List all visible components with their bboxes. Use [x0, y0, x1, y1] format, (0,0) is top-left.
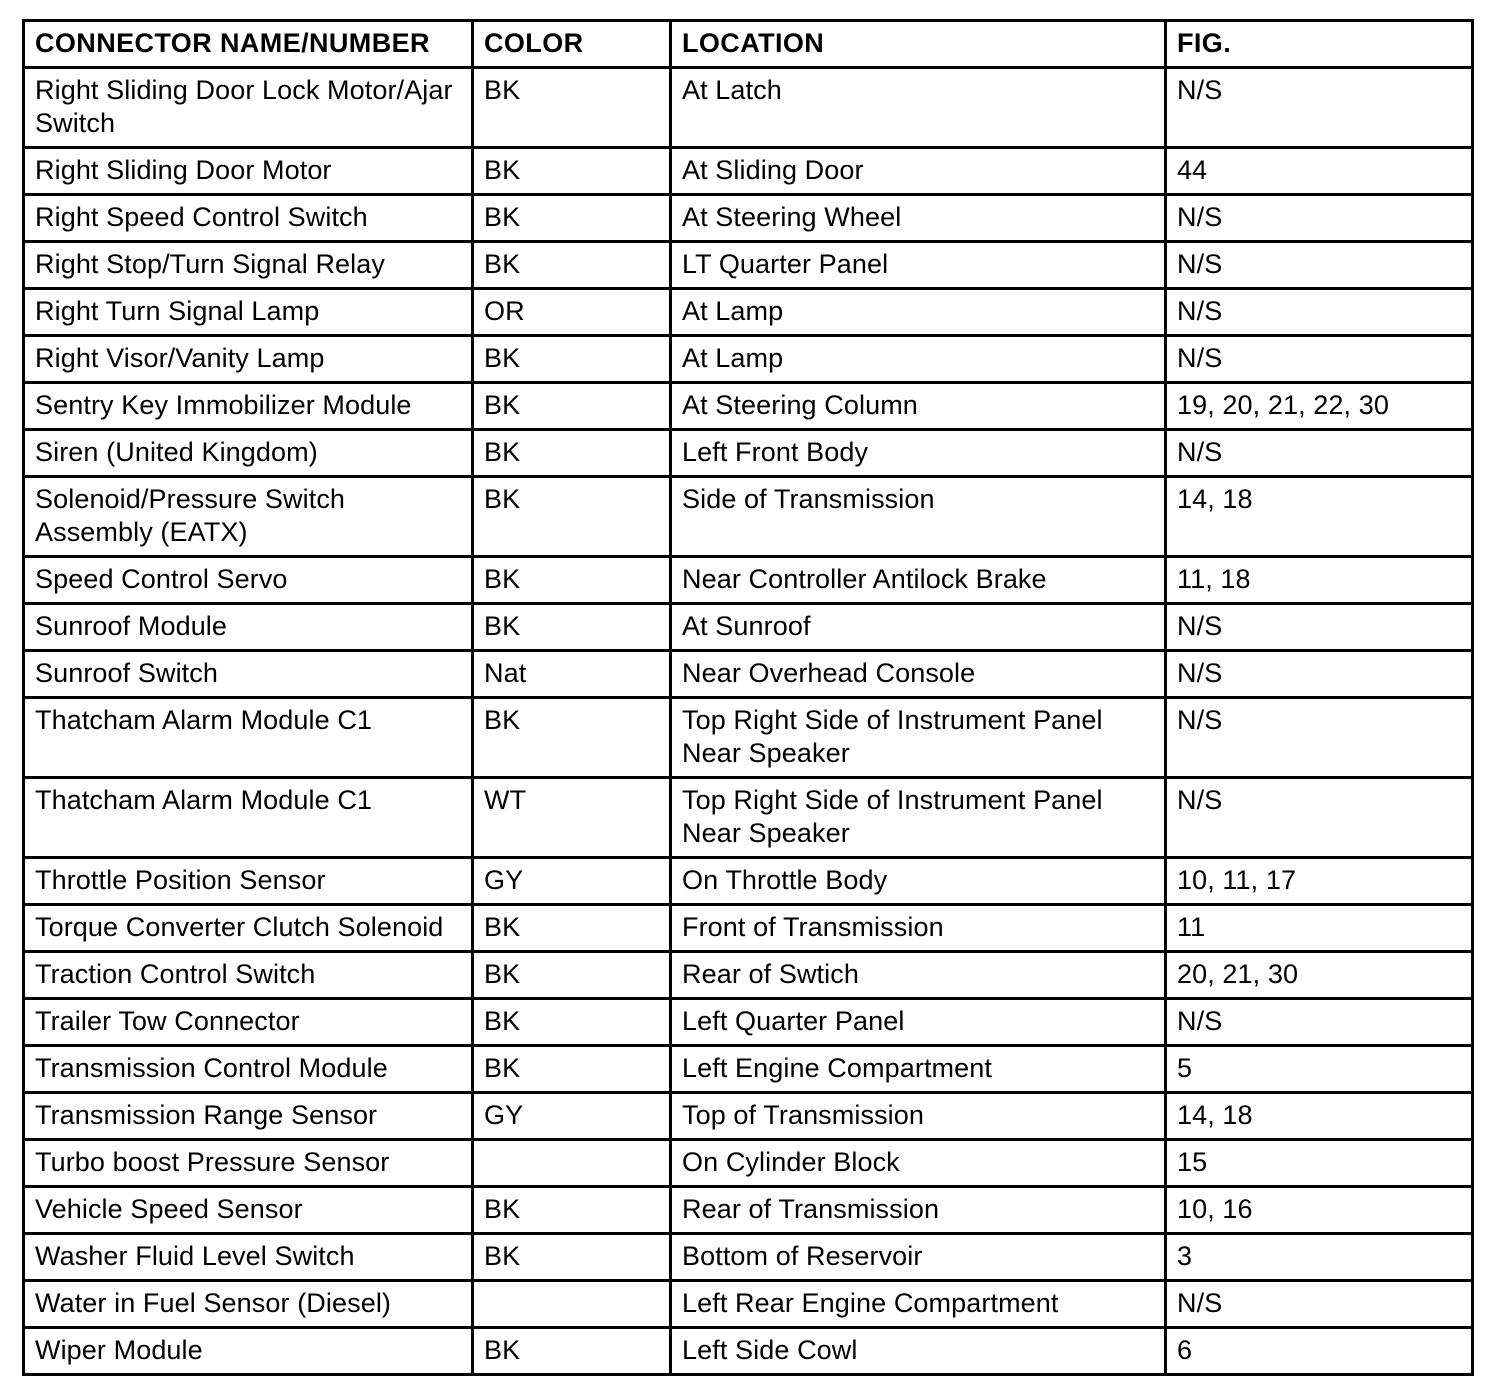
color-cell: BK	[473, 1234, 671, 1281]
connector-name-cell: Right Turn Signal Lamp	[24, 289, 473, 336]
location-cell: On Cylinder Block	[671, 1140, 1166, 1187]
color-cell: BK	[473, 952, 671, 999]
table-row	[24, 999, 1473, 1046]
location-cell: Left Front Body	[671, 430, 1166, 477]
location-cell: At Sunroof	[671, 604, 1166, 651]
connector-name-cell: Sunroof Module	[24, 604, 473, 651]
color-cell: BK	[473, 999, 671, 1046]
connector-name-cell: Thatcham Alarm Module C1	[24, 778, 473, 858]
fig-cell: N/S	[1166, 289, 1473, 336]
fig-cell: N/S	[1166, 651, 1473, 698]
fig-cell: N/S	[1166, 604, 1473, 651]
table-row	[24, 477, 1473, 557]
connector-name-cell: Right Sliding Door Motor	[24, 148, 473, 195]
location-cell: At Lamp	[671, 289, 1166, 336]
header-fig: FIG.	[1166, 21, 1473, 68]
connector-name-cell: Trailer Tow Connector	[24, 999, 473, 1046]
color-cell: GY	[473, 1093, 671, 1140]
location-cell: At Latch	[671, 68, 1166, 148]
location-cell: Near Overhead Console	[671, 651, 1166, 698]
table-row	[24, 1328, 1473, 1375]
connector-name-cell: Siren (United Kingdom)	[24, 430, 473, 477]
fig-cell: 6	[1166, 1328, 1473, 1375]
table-row	[24, 336, 1473, 383]
connector-table	[22, 19, 1474, 1376]
connector-name-cell: Torque Converter Clutch Solenoid	[24, 905, 473, 952]
color-cell: BK	[473, 336, 671, 383]
fig-cell: 20, 21, 30	[1166, 952, 1473, 999]
table-row	[24, 778, 1473, 858]
connector-name-cell: Water in Fuel Sensor (Diesel)	[24, 1281, 473, 1328]
fig-cell: N/S	[1166, 195, 1473, 242]
connector-name-cell: Traction Control Switch	[24, 952, 473, 999]
header-row	[24, 21, 1473, 68]
fig-cell: N/S	[1166, 698, 1473, 778]
header-color: COLOR	[473, 21, 671, 68]
table-row	[24, 1281, 1473, 1328]
table-row	[24, 383, 1473, 430]
table-row	[24, 905, 1473, 952]
fig-cell: N/S	[1166, 999, 1473, 1046]
location-cell: Bottom of Reservoir	[671, 1234, 1166, 1281]
table-row	[24, 698, 1473, 778]
location-cell: Left Rear Engine Compartment	[671, 1281, 1166, 1328]
location-cell: Top of Transmission	[671, 1093, 1166, 1140]
color-cell: BK	[473, 148, 671, 195]
table-row	[24, 858, 1473, 905]
connector-name-cell: Turbo boost Pressure Sensor	[24, 1140, 473, 1187]
location-cell: At Lamp	[671, 336, 1166, 383]
connector-name-cell: Right Visor/Vanity Lamp	[24, 336, 473, 383]
table-row	[24, 430, 1473, 477]
color-cell: BK	[473, 1187, 671, 1234]
table-row	[24, 1093, 1473, 1140]
color-cell: BK	[473, 604, 671, 651]
color-cell: GY	[473, 858, 671, 905]
table-row	[24, 1234, 1473, 1281]
table-row	[24, 1046, 1473, 1093]
fig-cell: N/S	[1166, 242, 1473, 289]
location-cell: Rear of Swtich	[671, 952, 1166, 999]
color-cell: BK	[473, 477, 671, 557]
fig-cell: 44	[1166, 148, 1473, 195]
fig-cell: 14, 18	[1166, 1093, 1473, 1140]
connector-name-cell: Vehicle Speed Sensor	[24, 1187, 473, 1234]
location-cell: Near Controller Antilock Brake	[671, 557, 1166, 604]
color-cell: BK	[473, 905, 671, 952]
connector-name-cell: Transmission Range Sensor	[24, 1093, 473, 1140]
table-row	[24, 242, 1473, 289]
table-row	[24, 557, 1473, 604]
location-cell: Top Right Side of Instrument Panel Near Speaker	[671, 778, 1166, 858]
location-cell: At Sliding Door	[671, 148, 1166, 195]
fig-cell: 3	[1166, 1234, 1473, 1281]
color-cell: BK	[473, 383, 671, 430]
connector-name-cell: Speed Control Servo	[24, 557, 473, 604]
table-body	[24, 68, 1473, 1375]
location-cell: Rear of Transmission	[671, 1187, 1166, 1234]
fig-cell: 5	[1166, 1046, 1473, 1093]
connector-name-cell: Solenoid/Pressure Switch Assembly (EATX)	[24, 477, 473, 557]
header-location: LOCATION	[671, 21, 1166, 68]
table-row	[24, 1187, 1473, 1234]
color-cell: BK	[473, 195, 671, 242]
location-cell: At Steering Wheel	[671, 195, 1166, 242]
location-cell: Top Right Side of Instrument Panel Near Speaker	[671, 698, 1166, 778]
color-cell: BK	[473, 1328, 671, 1375]
connector-name-cell: Sunroof Switch	[24, 651, 473, 698]
fig-cell: 11, 18	[1166, 557, 1473, 604]
table-row	[24, 952, 1473, 999]
location-cell: Left Engine Compartment	[671, 1046, 1166, 1093]
location-cell: LT Quarter Panel	[671, 242, 1166, 289]
fig-cell: 15	[1166, 1140, 1473, 1187]
color-cell: BK	[473, 1046, 671, 1093]
fig-cell: 10, 16	[1166, 1187, 1473, 1234]
table-row	[24, 651, 1473, 698]
location-cell: Front of Transmission	[671, 905, 1166, 952]
fig-cell: N/S	[1166, 778, 1473, 858]
fig-cell: N/S	[1166, 430, 1473, 477]
fig-cell: 14, 18	[1166, 477, 1473, 557]
location-cell: Side of Transmission	[671, 477, 1166, 557]
location-cell: On Throttle Body	[671, 858, 1166, 905]
connector-name-cell: Right Stop/Turn Signal Relay	[24, 242, 473, 289]
location-cell: At Steering Column	[671, 383, 1166, 430]
table-row	[24, 289, 1473, 336]
table-row	[24, 148, 1473, 195]
connector-name-cell: Thatcham Alarm Module C1	[24, 698, 473, 778]
connector-name-cell: Wiper Module	[24, 1328, 473, 1375]
table-header	[24, 21, 1473, 68]
connector-name-cell: Throttle Position Sensor	[24, 858, 473, 905]
connector-name-cell: Washer Fluid Level Switch	[24, 1234, 473, 1281]
color-cell: BK	[473, 68, 671, 148]
location-cell: Left Quarter Panel	[671, 999, 1166, 1046]
color-cell	[473, 1140, 671, 1187]
color-cell: BK	[473, 430, 671, 477]
header-connector-name: CONNECTOR NAME/NUMBER	[24, 21, 473, 68]
fig-cell: N/S	[1166, 68, 1473, 148]
table-row	[24, 604, 1473, 651]
color-cell: OR	[473, 289, 671, 336]
color-cell: WT	[473, 778, 671, 858]
color-cell	[473, 1281, 671, 1328]
color-cell: BK	[473, 698, 671, 778]
color-cell: Nat	[473, 651, 671, 698]
connector-name-cell: Right Speed Control Switch	[24, 195, 473, 242]
table-row	[24, 195, 1473, 242]
fig-cell: N/S	[1166, 336, 1473, 383]
fig-cell: N/S	[1166, 1281, 1473, 1328]
location-cell: Left Side Cowl	[671, 1328, 1166, 1375]
table-row	[24, 68, 1473, 148]
color-cell: BK	[473, 557, 671, 604]
fig-cell: 10, 11, 17	[1166, 858, 1473, 905]
fig-cell: 19, 20, 21, 22, 30	[1166, 383, 1473, 430]
connector-name-cell: Right Sliding Door Lock Motor/Ajar Switch	[24, 68, 473, 148]
table-row	[24, 1140, 1473, 1187]
fig-cell: 11	[1166, 905, 1473, 952]
connector-name-cell: Sentry Key Immobilizer Module	[24, 383, 473, 430]
connector-name-cell: Transmission Control Module	[24, 1046, 473, 1093]
color-cell: BK	[473, 242, 671, 289]
